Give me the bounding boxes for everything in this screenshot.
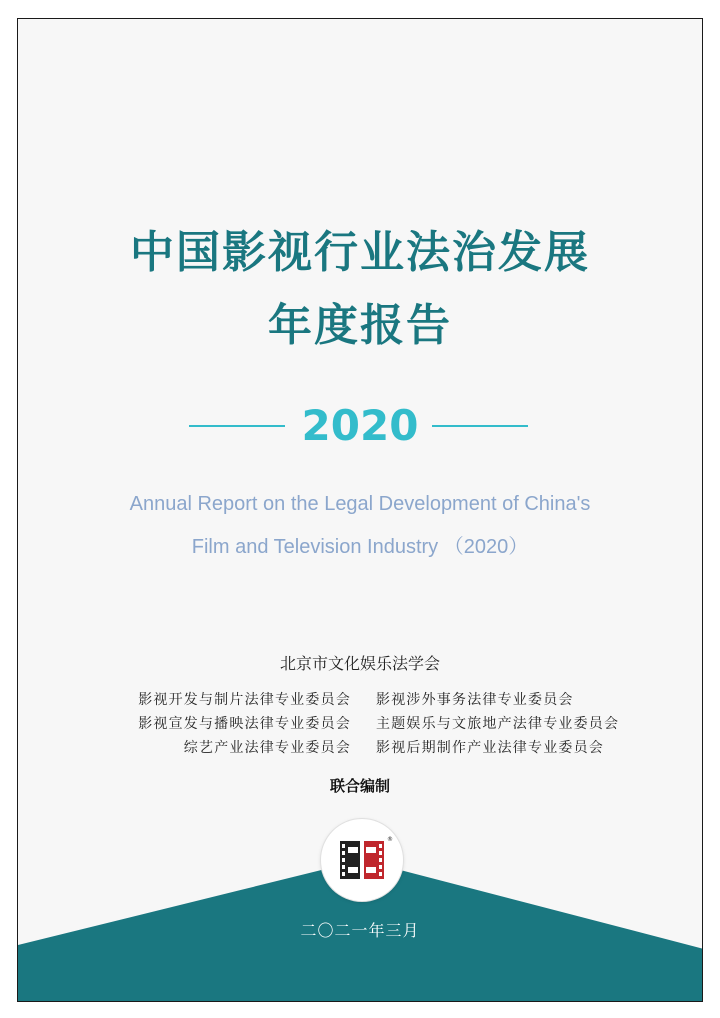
committee-left-1: 影视开发与制片法律专业委员会: [138, 692, 351, 708]
english-title-line2: Film and Television Industry （2020）: [191, 536, 529, 558]
logo-badge: [321, 819, 403, 901]
committee-left-2: 影视宣发与播映法律专业委员会: [138, 716, 351, 732]
cover-title-line1: 中国影视行业法治发展: [130, 227, 590, 278]
committee-left-3: 综艺产业法律专业委员会: [183, 740, 351, 756]
cover-title-line2: 年度报告: [268, 300, 452, 351]
committee-right-1: 影视涉外事务法律专业委员会: [376, 692, 574, 708]
publication-date: 二〇二一年三月: [300, 921, 420, 940]
english-title-line1: Annual Report on the Legal Development of China's: [129, 493, 591, 515]
joint-compilation-label: 联合编制: [329, 777, 390, 795]
organization-name: 北京市文化娱乐法学会: [279, 654, 440, 673]
logo-registered-mark: ®: [387, 836, 393, 843]
cover-year: 2020: [301, 401, 419, 450]
committee-right-2: 主题娱乐与文旅地产法律专业委员会: [376, 716, 620, 732]
logo-emblem: [321, 819, 403, 901]
report-cover: [17, 18, 703, 1002]
committee-right-3: 影视后期制作产业法律专业委员会: [376, 740, 604, 756]
